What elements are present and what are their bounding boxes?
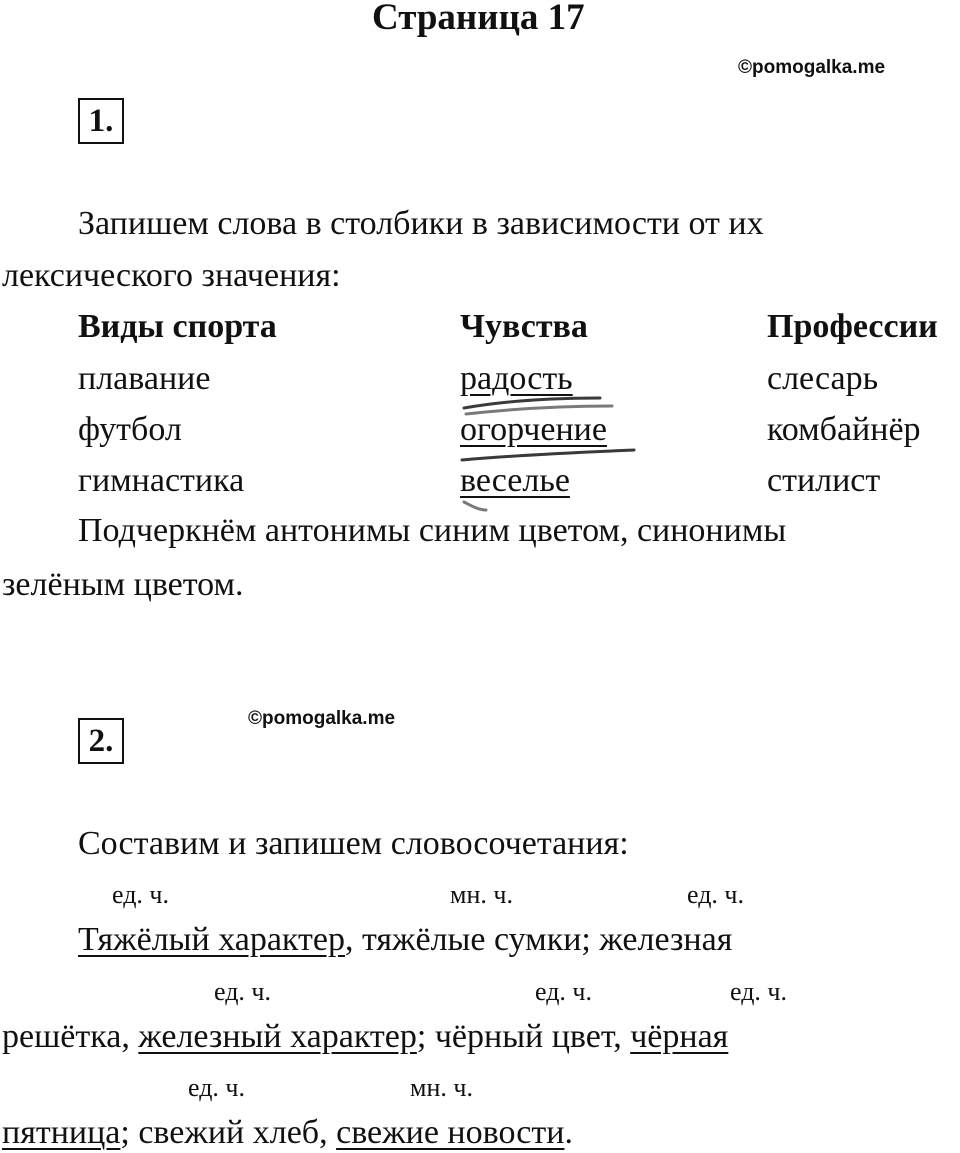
- watermark-2: ©pomogalka.me: [248, 708, 396, 729]
- label-singular: ед. ч.: [214, 977, 272, 1006]
- separator: ;: [120, 1114, 139, 1151]
- column-header-feelings: Чувства: [460, 308, 588, 345]
- task-1-intro-line-2: лексического значения:: [2, 257, 341, 294]
- task-1-outro-line-2: зелёным цветом.: [2, 566, 244, 603]
- label-singular: ед. ч.: [687, 880, 745, 909]
- word-sport-2: футбол: [78, 411, 182, 448]
- column-header-professions: Профессии: [767, 308, 938, 345]
- task-2-number: 2.: [78, 718, 124, 764]
- phrase-underlined: пятница: [2, 1114, 121, 1151]
- separator: ;: [416, 1018, 435, 1055]
- phrase-underlined: железный характер: [138, 1018, 417, 1055]
- column-header-sports: Виды спорта: [78, 308, 277, 345]
- label-singular: ед. ч.: [730, 977, 788, 1006]
- label-singular: ед. ч.: [188, 1073, 246, 1102]
- word-feeling-1: радость: [460, 360, 573, 397]
- phrase-underlined: свежие новости: [336, 1114, 565, 1151]
- phrase: чёрный цвет: [434, 1018, 614, 1055]
- stroke-veselie: [464, 502, 486, 510]
- phrase: решётка: [2, 1018, 122, 1055]
- word-feeling-2: огорчение: [460, 411, 607, 448]
- label-singular: ед. ч.: [535, 977, 593, 1006]
- phrase-underlined: чёрная: [630, 1018, 729, 1055]
- word-feeling-3: веселье: [460, 462, 570, 499]
- task-2-line-2: [2, 1018, 728, 1056]
- word-profession-3: стилист: [767, 462, 881, 499]
- task-2-intro: Составим и запишем словосочетания:: [78, 825, 629, 862]
- phrase: свежий хлеб: [138, 1114, 320, 1151]
- separator: ,: [121, 1018, 139, 1055]
- word-sport-1: плавание: [78, 360, 211, 397]
- label-plural: мн. ч.: [450, 880, 513, 909]
- task-2-line-1: [78, 921, 732, 959]
- word-sport-3: гимнастика: [78, 462, 245, 499]
- task-1-number: 1.: [78, 98, 124, 144]
- label-singular: ед. ч.: [112, 880, 170, 909]
- period: .: [564, 1114, 573, 1151]
- phrase-underlined: Тяжёлый характер: [78, 921, 345, 958]
- separator: ;: [581, 921, 600, 958]
- task-2-line-3: [2, 1114, 573, 1152]
- word-profession-1: слесарь: [767, 360, 879, 397]
- phrase: тяжёлые сумки: [361, 921, 582, 958]
- stroke-radost: [464, 398, 600, 408]
- word-profession-2: комбайнёр: [767, 411, 921, 448]
- watermark: ©pomogalka.me: [738, 57, 886, 78]
- stroke-ogorchenie: [462, 450, 634, 460]
- separator: ,: [319, 1114, 337, 1151]
- label-plural: мн. ч.: [410, 1073, 473, 1102]
- task-1-outro-line-1: Подчеркнём антонимы синим цветом, синонимы: [78, 512, 787, 549]
- page-title: Страница 17: [372, 0, 585, 38]
- phrase: железная: [599, 921, 733, 958]
- separator: ,: [344, 921, 362, 958]
- separator: ,: [613, 1018, 631, 1055]
- task-1-intro-line-1: Запишем слова в столбики в зависимости от их: [78, 205, 764, 242]
